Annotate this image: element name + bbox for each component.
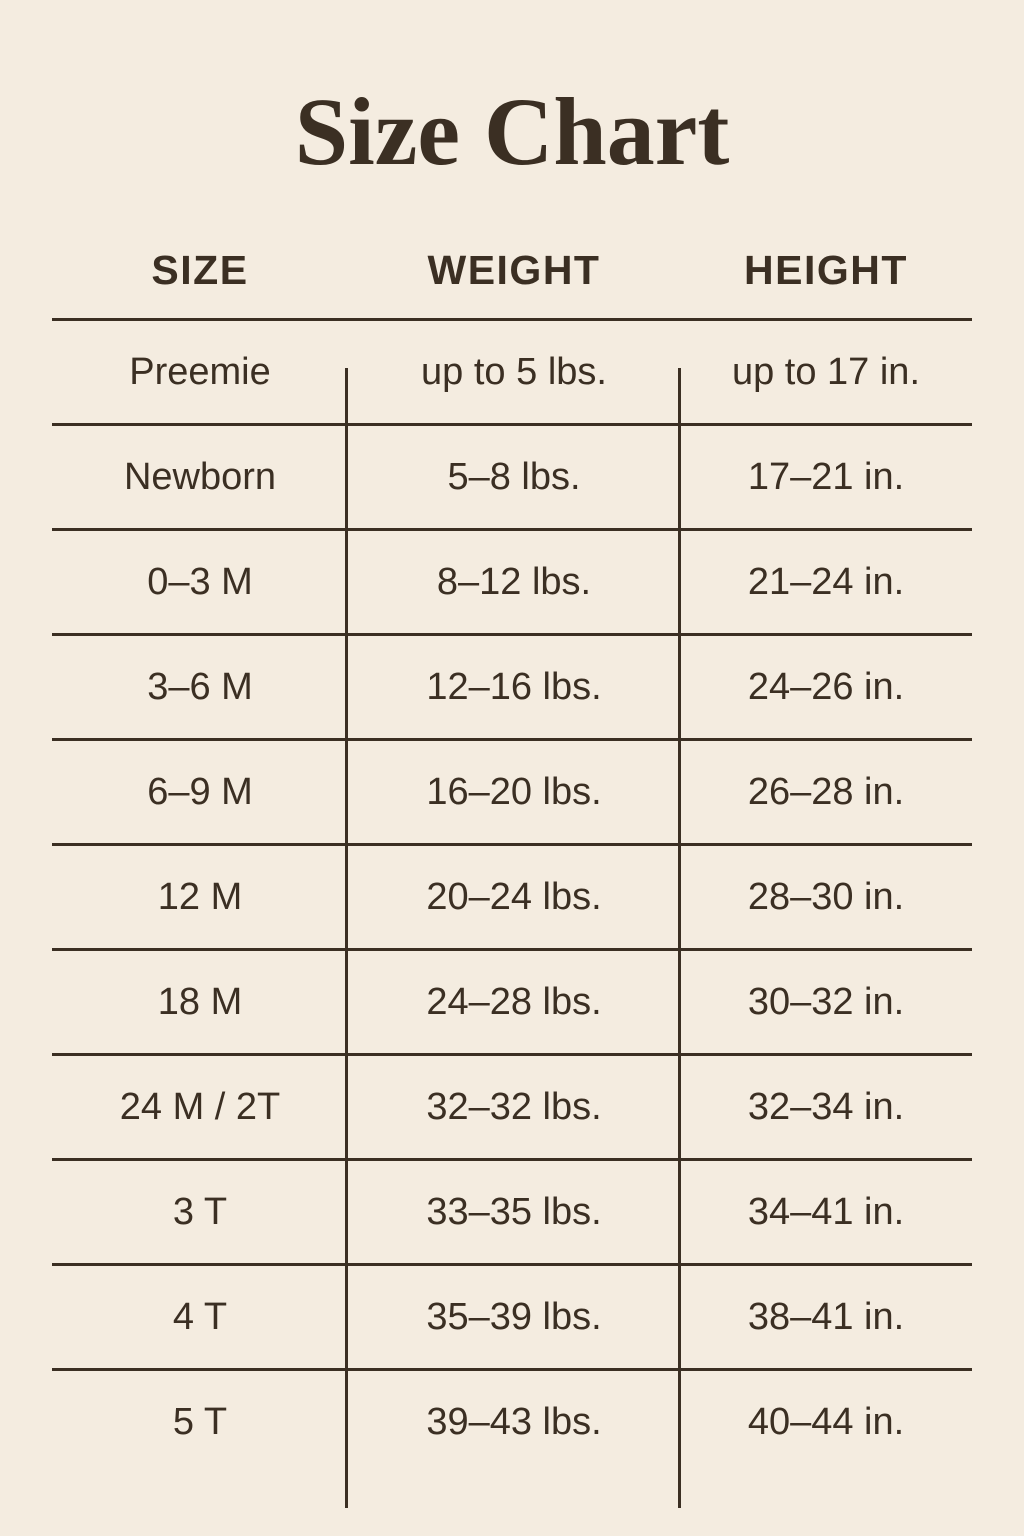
cell-height: 26–28 in.: [680, 740, 972, 845]
column-header-weight: WEIGHT: [348, 246, 680, 320]
cell-size: 6–9 M: [52, 740, 348, 845]
cell-height: 32–34 in.: [680, 1055, 972, 1160]
table-row: [52, 1160, 972, 1265]
cell-weight: up to 5 lbs.: [348, 320, 680, 425]
table-body: [52, 320, 972, 1474]
cell-size: 18 M: [52, 950, 348, 1055]
cell-size: 4 T: [52, 1265, 348, 1370]
cell-size: 0–3 M: [52, 530, 348, 635]
table-row: [52, 320, 972, 425]
table-row: [52, 845, 972, 950]
cell-size: Newborn: [52, 425, 348, 530]
column-header-size: SIZE: [52, 246, 348, 320]
cell-height: 17–21 in.: [680, 425, 972, 530]
cell-weight: 24–28 lbs.: [348, 950, 680, 1055]
cell-weight: 20–24 lbs.: [348, 845, 680, 950]
table-row: [52, 530, 972, 635]
cell-weight: 12–16 lbs.: [348, 635, 680, 740]
cell-weight: 39–43 lbs.: [426, 1400, 602, 1443]
column-header-height: HEIGHT: [680, 246, 972, 320]
table-row: [52, 635, 972, 740]
table-row: [52, 1370, 972, 1474]
cell-size: 12 M: [52, 845, 348, 950]
cell-height: 40–44 in.: [747, 1400, 905, 1443]
table-row: [52, 425, 972, 530]
cell-weight: 16–20 lbs.: [348, 740, 680, 845]
size-chart-table: [52, 246, 972, 1473]
table-row: [52, 740, 972, 845]
cell-height: up to 17 in.: [680, 320, 972, 425]
cell-size: 3 T: [52, 1160, 348, 1265]
cell-height: 34–41 in.: [680, 1160, 972, 1265]
column-divider-2: [678, 368, 681, 1508]
table-header: [52, 246, 972, 320]
cell-height: 21–24 in.: [680, 530, 972, 635]
cell-height: 28–30 in.: [680, 845, 972, 950]
table-row: [52, 950, 972, 1055]
table-row: [52, 1265, 972, 1370]
cell-size: 3–6 M: [52, 635, 348, 740]
page-title: Size Chart: [294, 78, 730, 185]
cell-height: 30–32 in.: [680, 950, 972, 1055]
cell-weight: 8–12 lbs.: [348, 530, 680, 635]
cell-size: 24 M / 2T: [52, 1055, 348, 1160]
cell-weight: 32–32 lbs.: [348, 1055, 680, 1160]
cell-weight: 35–39 lbs.: [348, 1265, 680, 1370]
table-header-row: [52, 246, 972, 320]
table-row: [52, 1055, 972, 1160]
size-chart-table-container: [0, 246, 1024, 1473]
cell-height: 24–26 in.: [680, 635, 972, 740]
cell-weight: 33–35 lbs.: [348, 1160, 680, 1265]
cell-weight: 5–8 lbs.: [348, 425, 680, 530]
column-divider-1: [345, 368, 348, 1508]
cell-height: 38–41 in.: [680, 1265, 972, 1370]
cell-size: Preemie: [52, 320, 348, 425]
cell-size: 5 T: [172, 1400, 228, 1443]
